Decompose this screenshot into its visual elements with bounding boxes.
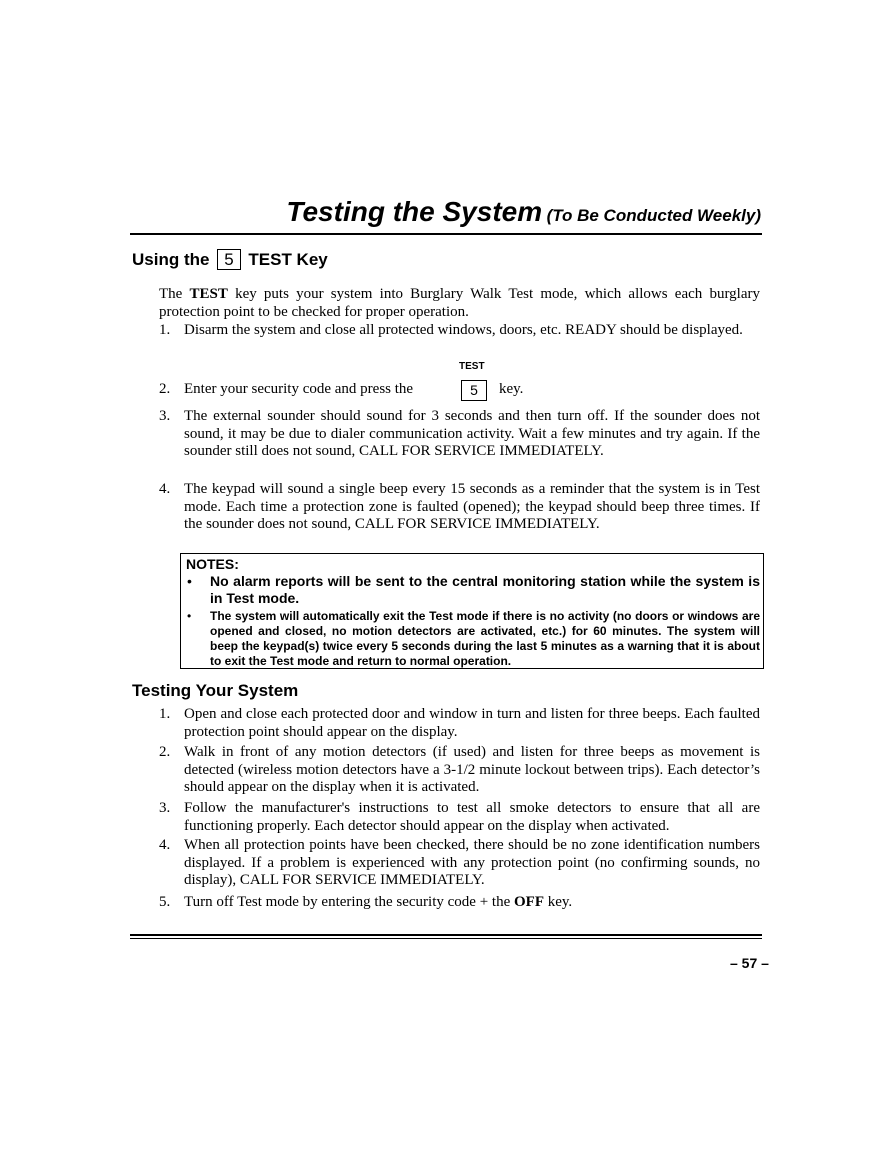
section-heading-testing-your-system: Testing Your System xyxy=(132,681,299,700)
item-text: Enter your security code and press the xyxy=(184,381,414,397)
item-number: 1. xyxy=(159,322,171,338)
item-text: Follow the manufacturer's instructions to test all smoke detectors to ensure that all are functioning properly. Each detector should appear on the display when activated. xyxy=(184,800,760,834)
intro-paragraph xyxy=(159,286,760,321)
list-item xyxy=(159,800,760,835)
key-5-box: 5 xyxy=(217,249,240,270)
intro-pre: The xyxy=(159,286,190,302)
notes-box xyxy=(180,553,764,669)
intro-bold-test: TEST xyxy=(189,286,228,302)
bullet-icon: • xyxy=(187,609,192,623)
item-number: 4. xyxy=(159,481,171,497)
note-item xyxy=(187,573,760,607)
item-text: The external sounder should sound for 3 seconds and then turn off. If the sounder does not sound, it may be due to dialer communication activity. Wait a few minutes and try again. If the sounder still does not sound, CALL FOR SERVICE IMMEDIATELY. xyxy=(184,408,760,459)
title-subtitle: (To Be Conducted Weekly) xyxy=(546,206,761,225)
list-item xyxy=(159,706,760,741)
heading-pre: Using the xyxy=(132,250,210,269)
page-title xyxy=(286,196,761,228)
note-text: No alarm reports will be sent to the central monitoring station while the system is in Test mode. xyxy=(210,573,760,606)
page-number: – 57 – xyxy=(730,955,769,971)
item-number: 5. xyxy=(159,894,171,910)
item-text: When all protection points have been checked, there should be no zone identification numbers displayed. If a problem is experienced with any protection point (no confirming sounds, no display), CALL FOR SERVICE IMMEDIATELY. xyxy=(184,837,760,888)
item-text: Open and close each protected door and window in turn and listen for three beeps. Each faulted protection point should appear on the display. xyxy=(184,706,760,740)
item-number: 4. xyxy=(159,837,171,853)
header-rule xyxy=(130,233,762,235)
item-text-pre: Turn off Test mode by entering the security code + the xyxy=(184,894,514,910)
key-5-box: 5 xyxy=(461,380,487,401)
note-text: The system will automatically exit the Test mode if there is no activity (no doors or windows are opened and closed, no motion detectors are activated, etc.) for 60 minutes. The system will beep the keypad(s) twice every 5 seconds during the last 5 minutes as a warning that it is about to exit the Test mode and return to normal operation. xyxy=(210,609,760,668)
item-number: 2. xyxy=(159,381,171,397)
item-number: 2. xyxy=(159,744,171,760)
test-key-label: TEST xyxy=(459,361,485,372)
item-text-bold-off: OFF xyxy=(514,894,544,910)
bullet-icon: • xyxy=(187,573,192,589)
list-item xyxy=(159,408,760,461)
heading-post: TEST Key xyxy=(248,250,328,269)
list-item xyxy=(159,837,760,890)
item-text xyxy=(184,894,760,912)
item-text-post: key. xyxy=(544,894,573,910)
list-item xyxy=(159,381,524,398)
list-item xyxy=(159,894,760,912)
item-number: 3. xyxy=(159,408,171,424)
item-number: 1. xyxy=(159,706,171,722)
item-number: 3. xyxy=(159,800,171,816)
list-item xyxy=(159,322,760,340)
note-item xyxy=(187,609,760,669)
item-text: The keypad will sound a single beep every 15 seconds as a reminder that the system is in Test mode. Each time a protection zone is faulted (opened); the keypad should beep three times. If the sounder does not sound, CALL FOR SERVICE IMMEDIATELY. xyxy=(184,481,760,532)
item-text: Walk in front of any motion detectors (if used) and listen for three beeps as movement is detected (wireless motion detectors have a 3-1/2 minute lockout between trips). Each detector’s should appear on the display when it is activated. xyxy=(184,744,760,795)
item-text-after: key. xyxy=(499,381,524,397)
item-text: Disarm the system and close all protected windows, doors, etc. READY should be displayed. xyxy=(184,322,743,338)
title-main: Testing the System xyxy=(286,196,543,227)
footer-rule-thin xyxy=(130,938,762,939)
section-heading-test-key xyxy=(132,249,328,270)
notes-title: NOTES: xyxy=(186,556,239,572)
intro-post: key puts your system into Burglary Walk Test mode, which allows each burglary protection point to be checked for proper operation. xyxy=(159,286,760,320)
list-item xyxy=(159,744,760,797)
footer-rule xyxy=(130,934,762,936)
list-item xyxy=(159,481,760,534)
